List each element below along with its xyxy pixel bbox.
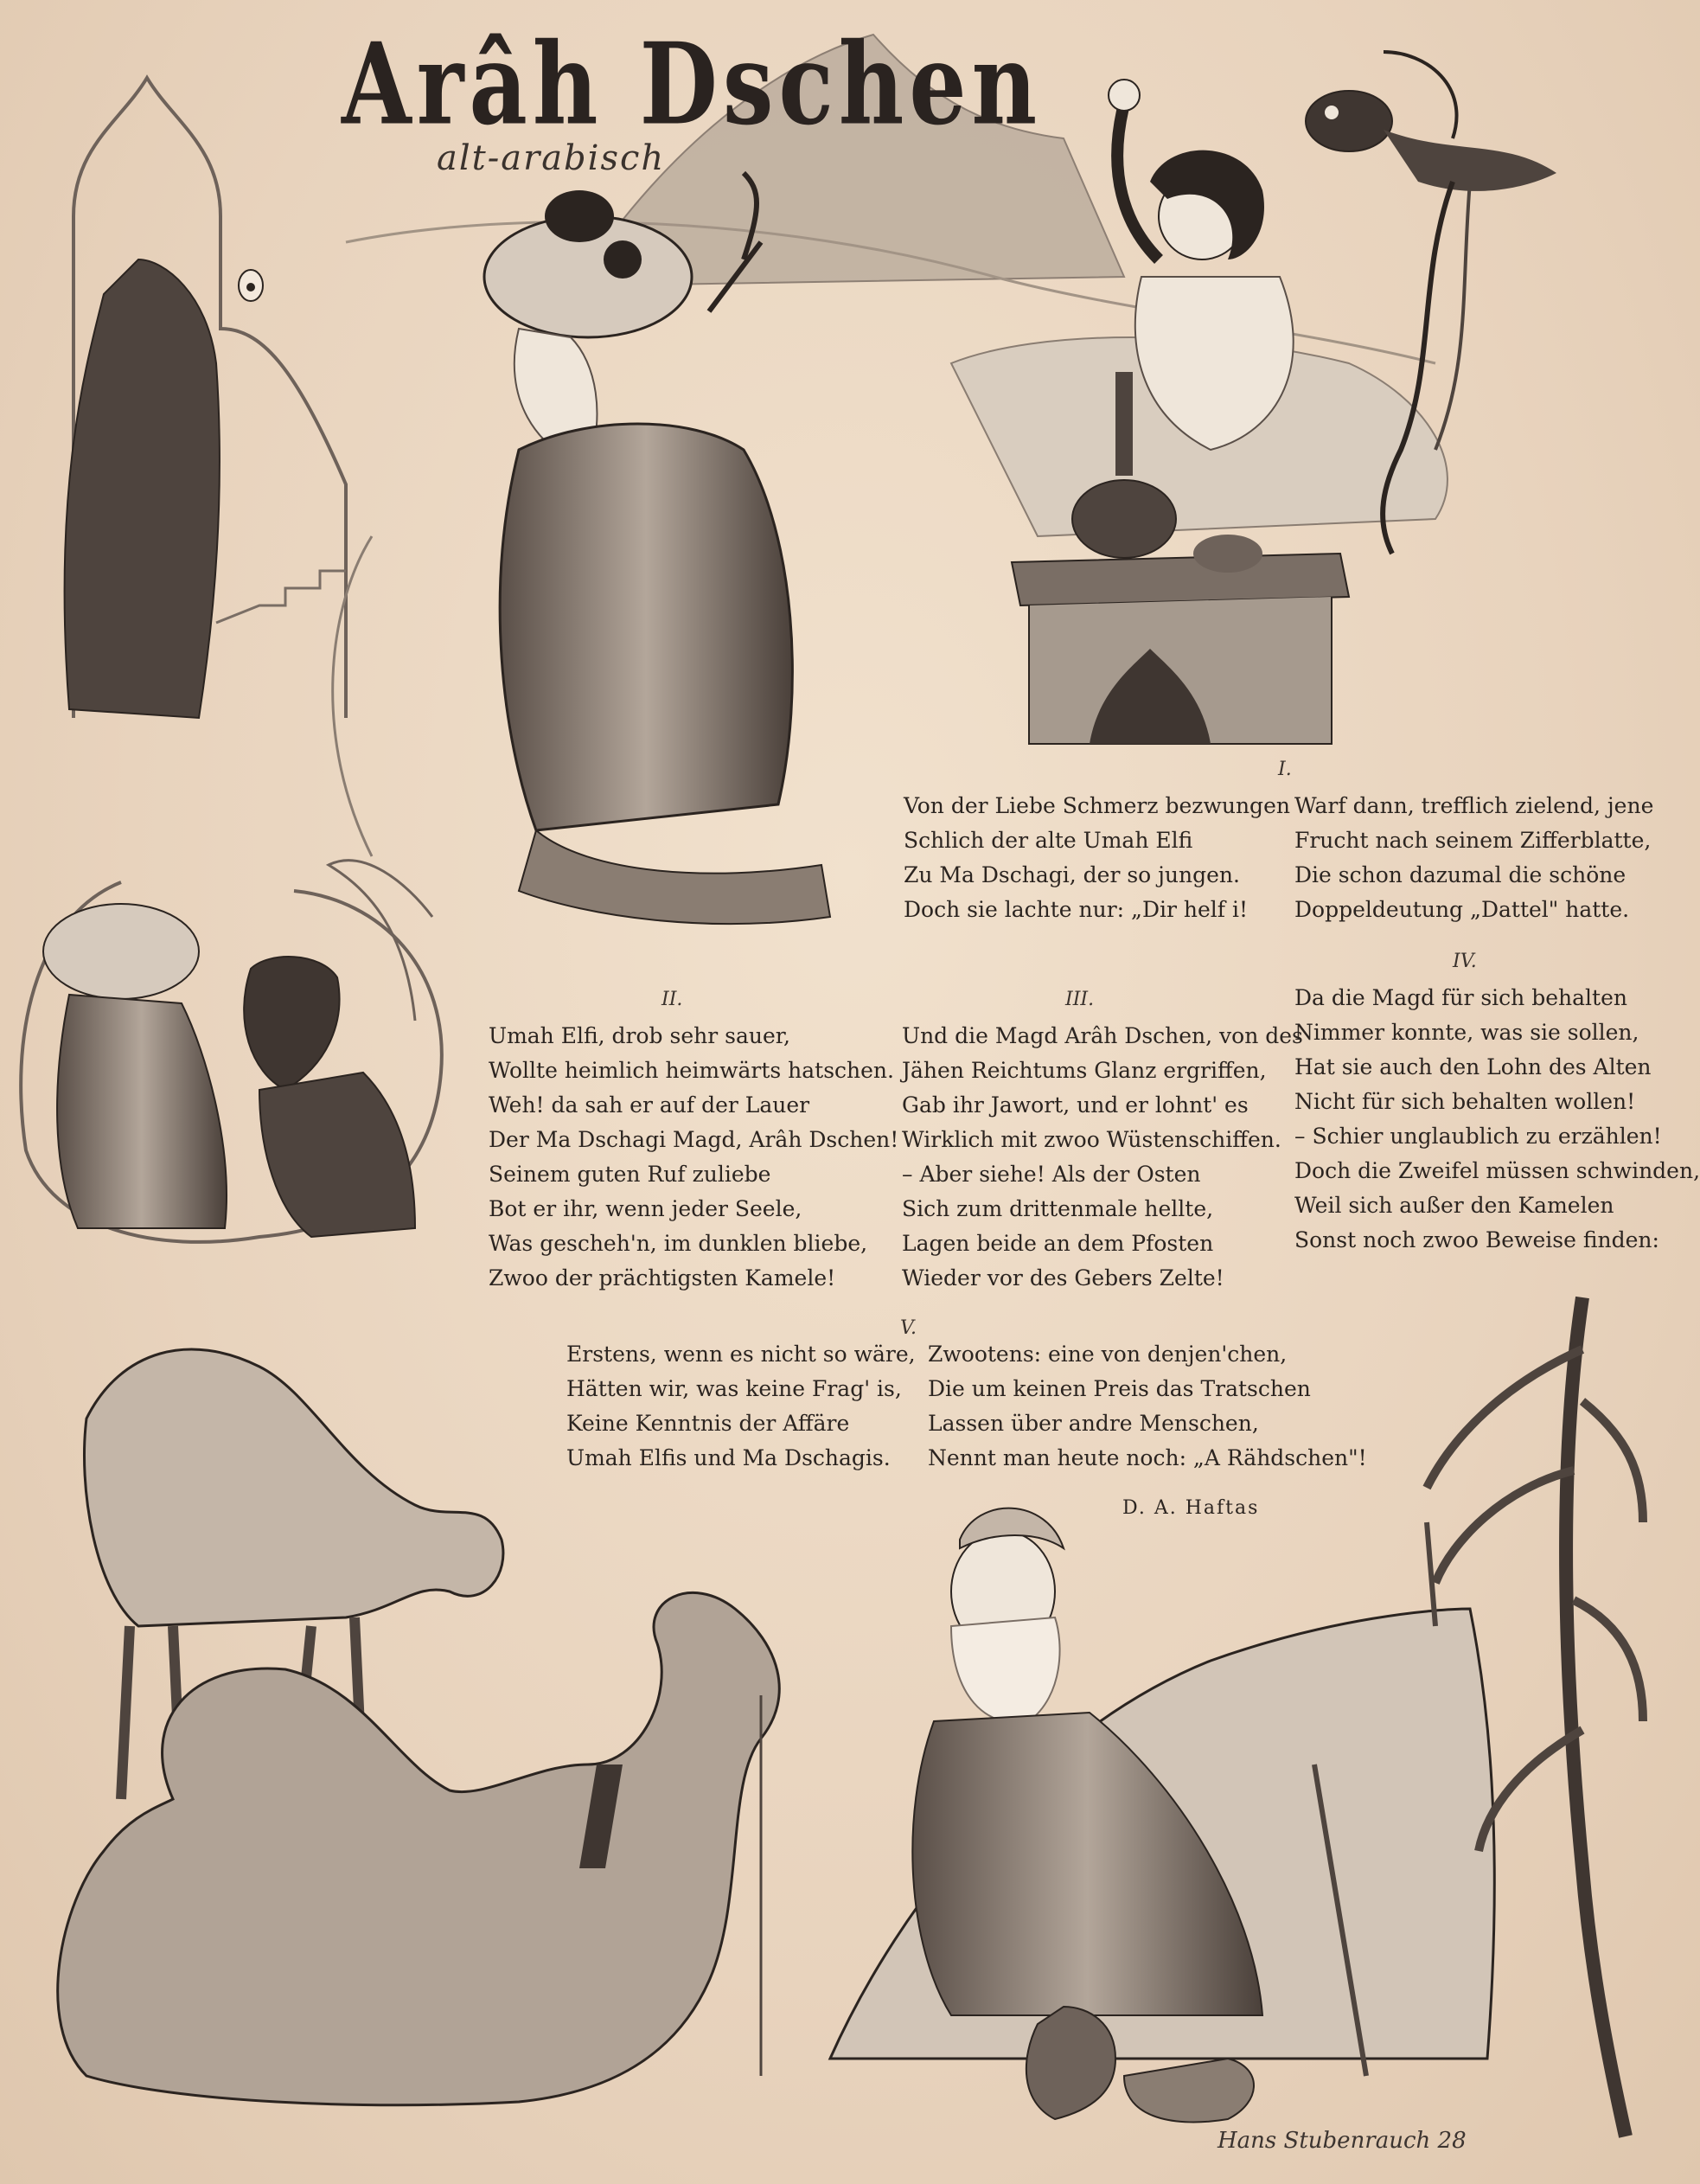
verse-line: Zwoo der prächtigsten Kamele! (489, 1265, 836, 1291)
verse-line: Was gescheh'n, im dunklen bliebe, (489, 1231, 868, 1256)
verse-line: Doppeldeutung „Dattel" hatte. (1294, 897, 1630, 922)
stanza-1-right (1294, 789, 1653, 927)
verse-line: Frucht nach seinem Zifferblatte, (1294, 828, 1652, 853)
stanza-numeral: I. (1278, 759, 1292, 780)
verse-line: Wollte heimlich heimwärts hatschen. (489, 1058, 894, 1083)
verse-line: Hat sie auch den Lohn des Alten (1294, 1054, 1652, 1079)
page-title: Arâh Dschen (342, 17, 1043, 151)
stanza-2 (489, 1019, 898, 1296)
verse-line: Gab ihr Jawort, und er lohnt' es (902, 1092, 1249, 1118)
verse-line: Umah Elfis und Ma Dschagis. (566, 1445, 891, 1470)
verse-line: Hätten wir, was keine Frag' is, (566, 1376, 902, 1401)
verse-line: Weil sich außer den Kamelen (1294, 1193, 1614, 1218)
verse-line: Sich zum drittenmale hellte, (902, 1196, 1214, 1221)
verse-line: Bot er ihr, wenn jeder Seele, (489, 1196, 802, 1221)
verse-line: Warf dann, trefflich zielend, jene (1294, 793, 1654, 818)
verse-line: Keine Kenntnis der Affäre (566, 1411, 850, 1436)
verse-line: Wirklich mit zwoo Wüstenschiffen. (902, 1127, 1281, 1152)
verse-line: Nennt man heute noch: „A Rähdschen"! (928, 1445, 1367, 1470)
verse-line: Doch sie lachte nur: „Dir helf i! (904, 897, 1249, 922)
stanza-numeral: III. (1065, 989, 1095, 1010)
stanza-numeral: V. (900, 1317, 917, 1339)
stanza-numeral: IV. (1453, 951, 1477, 972)
verse-line: Zwootens: eine von denjen'chen, (928, 1342, 1288, 1367)
stanza-4 (1294, 981, 1700, 1258)
verse-line: Der Ma Dschagi Magd, Arâh Dschen! (489, 1127, 899, 1152)
stanza-5-right (928, 1337, 1367, 1476)
verse-line: Zu Ma Dschagi, der so jungen. (904, 862, 1240, 887)
veiled-woman-arch-illustration (65, 78, 346, 718)
old-man-tent-illustration (830, 1508, 1494, 2123)
verse-line: Lagen beide an dem Pfosten (902, 1231, 1214, 1256)
verse-line: – Schier unglaublich zu erzählen! (1294, 1124, 1662, 1149)
verse-line: Und die Magd Arâh Dschen, von des (902, 1023, 1303, 1048)
verse-line: Wieder vor des Gebers Zelte! (902, 1265, 1224, 1291)
verse-line: – Aber siehe! Als der Osten (902, 1162, 1201, 1187)
verse-line: Von der Liebe Schmerz bezwungen (904, 793, 1290, 818)
verse-line: Schlich der alte Umah Elfi (904, 828, 1193, 853)
old-man-turban-illustration (333, 173, 830, 924)
stanza-5-left (566, 1337, 916, 1476)
verse-line: Umah Elfi, drob sehr sauer, (489, 1023, 790, 1048)
verse-line: Erstens, wenn es nicht so wäre, (566, 1342, 916, 1367)
author-signature: D. A. Haftas (1122, 1497, 1260, 1519)
verse-line: Doch die Zweifel müssen schwinden, (1294, 1158, 1700, 1183)
artist-signature: Hans Stubenrauch 28 (1217, 2128, 1467, 2154)
verse-line: Nimmer konnte, was sie sollen, (1294, 1020, 1639, 1045)
verse-line: Die schon dazumal die schöne (1294, 862, 1627, 887)
verse-line: Da die Magd für sich behalten (1294, 985, 1627, 1010)
verse-line: Die um keinen Preis das Tratschen (928, 1376, 1311, 1401)
verse-line: Weh! da sah er auf der Lauer (489, 1092, 810, 1118)
verse-line: Jähen Reichtums Glanz ergriffen, (902, 1058, 1267, 1083)
page-subtitle: alt-arabisch (437, 138, 666, 178)
stanza-3 (902, 1019, 1303, 1296)
verse-line: Nicht für sich behalten wollen! (1294, 1089, 1636, 1114)
verse-line: Sonst noch zwoo Beweise finden: (1294, 1227, 1659, 1252)
stanza-numeral: II. (661, 989, 683, 1010)
verse-line: Seinem guten Ruf zuliebe (489, 1162, 771, 1187)
stanza-1-left (904, 789, 1290, 927)
verse-line: Lassen über andre Menschen, (928, 1411, 1259, 1436)
whispering-men-illustration (21, 861, 442, 1242)
